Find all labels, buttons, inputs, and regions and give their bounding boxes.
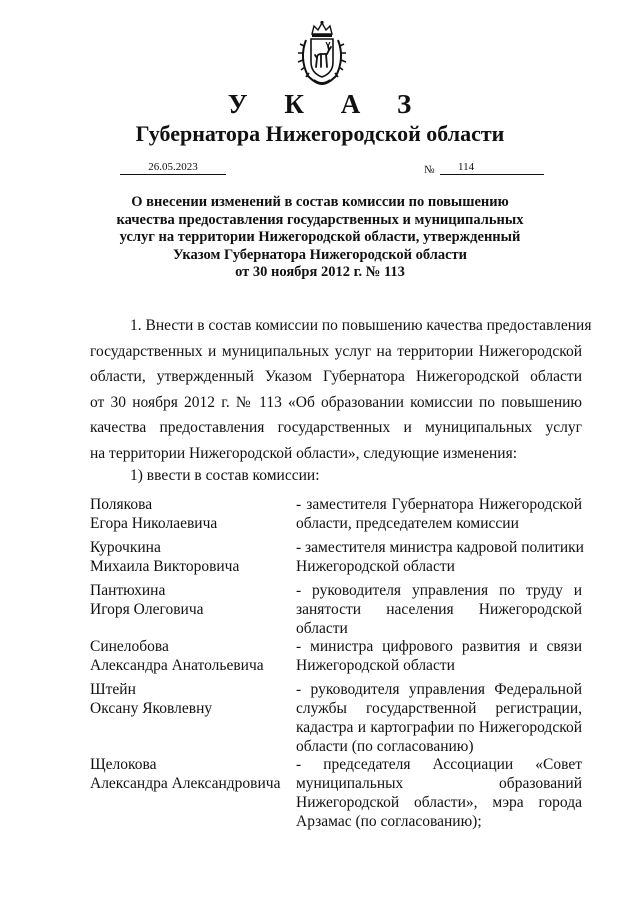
member-surname: Курочкина — [90, 539, 161, 556]
member-name — [90, 495, 290, 533]
member-given-names: Александра Александровича — [90, 775, 281, 792]
member-role — [296, 680, 582, 756]
heading-line: качества предоставления государственных и муниципальных — [116, 211, 524, 228]
paragraph-line: 1. Внести в состав комиссии по повышению качества предоставления — [130, 317, 592, 334]
document-heading — [110, 194, 530, 282]
role-line: Нижегородской области — [296, 657, 455, 674]
heading-line: Указом Губернатора Нижегородской области — [172, 246, 468, 263]
member-given-names: Егора Николаевича — [90, 515, 218, 532]
number-sign: № — [424, 164, 435, 176]
role-line: - министра цифрового развития и связи — [296, 638, 582, 655]
member-given-names: Александра Анатольевича — [90, 657, 264, 674]
main-paragraph — [90, 313, 592, 466]
subitem-text: 1) ввести в состав комиссии: — [130, 467, 320, 484]
paragraph-line: области, утвержденный Указом Губернатора Нижегородской области — [90, 368, 582, 385]
role-line: Нижегородской области», мэра города — [296, 794, 582, 811]
role-line: - заместителя министра кадровой политики — [296, 539, 584, 556]
document-date: 26.05.2023 — [120, 160, 226, 175]
paragraph-line: на территории Нижегородской области», следующие изменения: — [90, 444, 517, 462]
role-line: области (по согласованию) — [296, 738, 474, 755]
member-name — [90, 637, 290, 675]
member-name — [90, 538, 290, 576]
member-name — [90, 581, 290, 619]
role-line: кадастра и картографии по Нижегородской — [296, 719, 582, 736]
role-line: - заместителя Губернатора Нижегородской — [296, 496, 582, 513]
coat-of-arms-icon — [296, 20, 348, 86]
member-role — [296, 581, 582, 638]
role-line: Арзамас (по согласованию); — [296, 813, 482, 830]
paragraph-line: качества предоставления государственных и муниципальных услуг — [90, 419, 582, 436]
role-line: области, председателем комиссии — [296, 515, 519, 532]
role-line: области — [296, 620, 348, 637]
document-number: 114 — [440, 160, 544, 175]
heading-line: О внесении изменений в состав комиссии по повышению — [131, 194, 509, 210]
role-line: службы государственной регистрации, — [296, 700, 582, 717]
member-name — [90, 680, 290, 718]
heading-line: от 30 ноября 2012 г. № 113 — [235, 264, 405, 280]
role-line: муниципальных образований — [296, 775, 582, 792]
paragraph-line: государственных и муниципальных услуг на территории Нижегородской — [90, 342, 582, 360]
role-line: - руководителя управления Федеральной — [296, 681, 582, 698]
member-surname: Щелокова — [90, 756, 157, 773]
member-name — [90, 755, 290, 793]
member-given-names: Михаила Викторовича — [90, 558, 240, 575]
paragraph-line: от 30 ноября 2012 г. № 113 «Об образовании комиссии по повышению — [90, 393, 582, 411]
issuer-title: Губернатора Нижегородской области — [135, 121, 505, 146]
member-role — [296, 495, 582, 533]
role-line: Нижегородской области — [296, 558, 455, 575]
member-role — [296, 538, 582, 576]
member-surname: Синелобова — [90, 638, 169, 655]
member-role — [296, 637, 582, 675]
member-surname: Штейн — [90, 681, 136, 698]
heading-line: услуг на территории Нижегородской области, утвержденный — [119, 229, 521, 245]
role-line: - руководителя управления по труду и — [296, 582, 582, 599]
member-role — [296, 755, 582, 831]
member-given-names: Оксану Яковлевну — [90, 700, 213, 717]
member-surname: Полякова — [90, 496, 153, 513]
role-line: занятости населения Нижегородской — [296, 601, 582, 618]
member-given-names: Игоря Олеговича — [90, 601, 204, 618]
document-type: У К А З — [227, 89, 427, 119]
role-line: - председателя Ассоциации «Совет — [296, 756, 582, 773]
member-surname: Пантюхина — [90, 582, 166, 599]
